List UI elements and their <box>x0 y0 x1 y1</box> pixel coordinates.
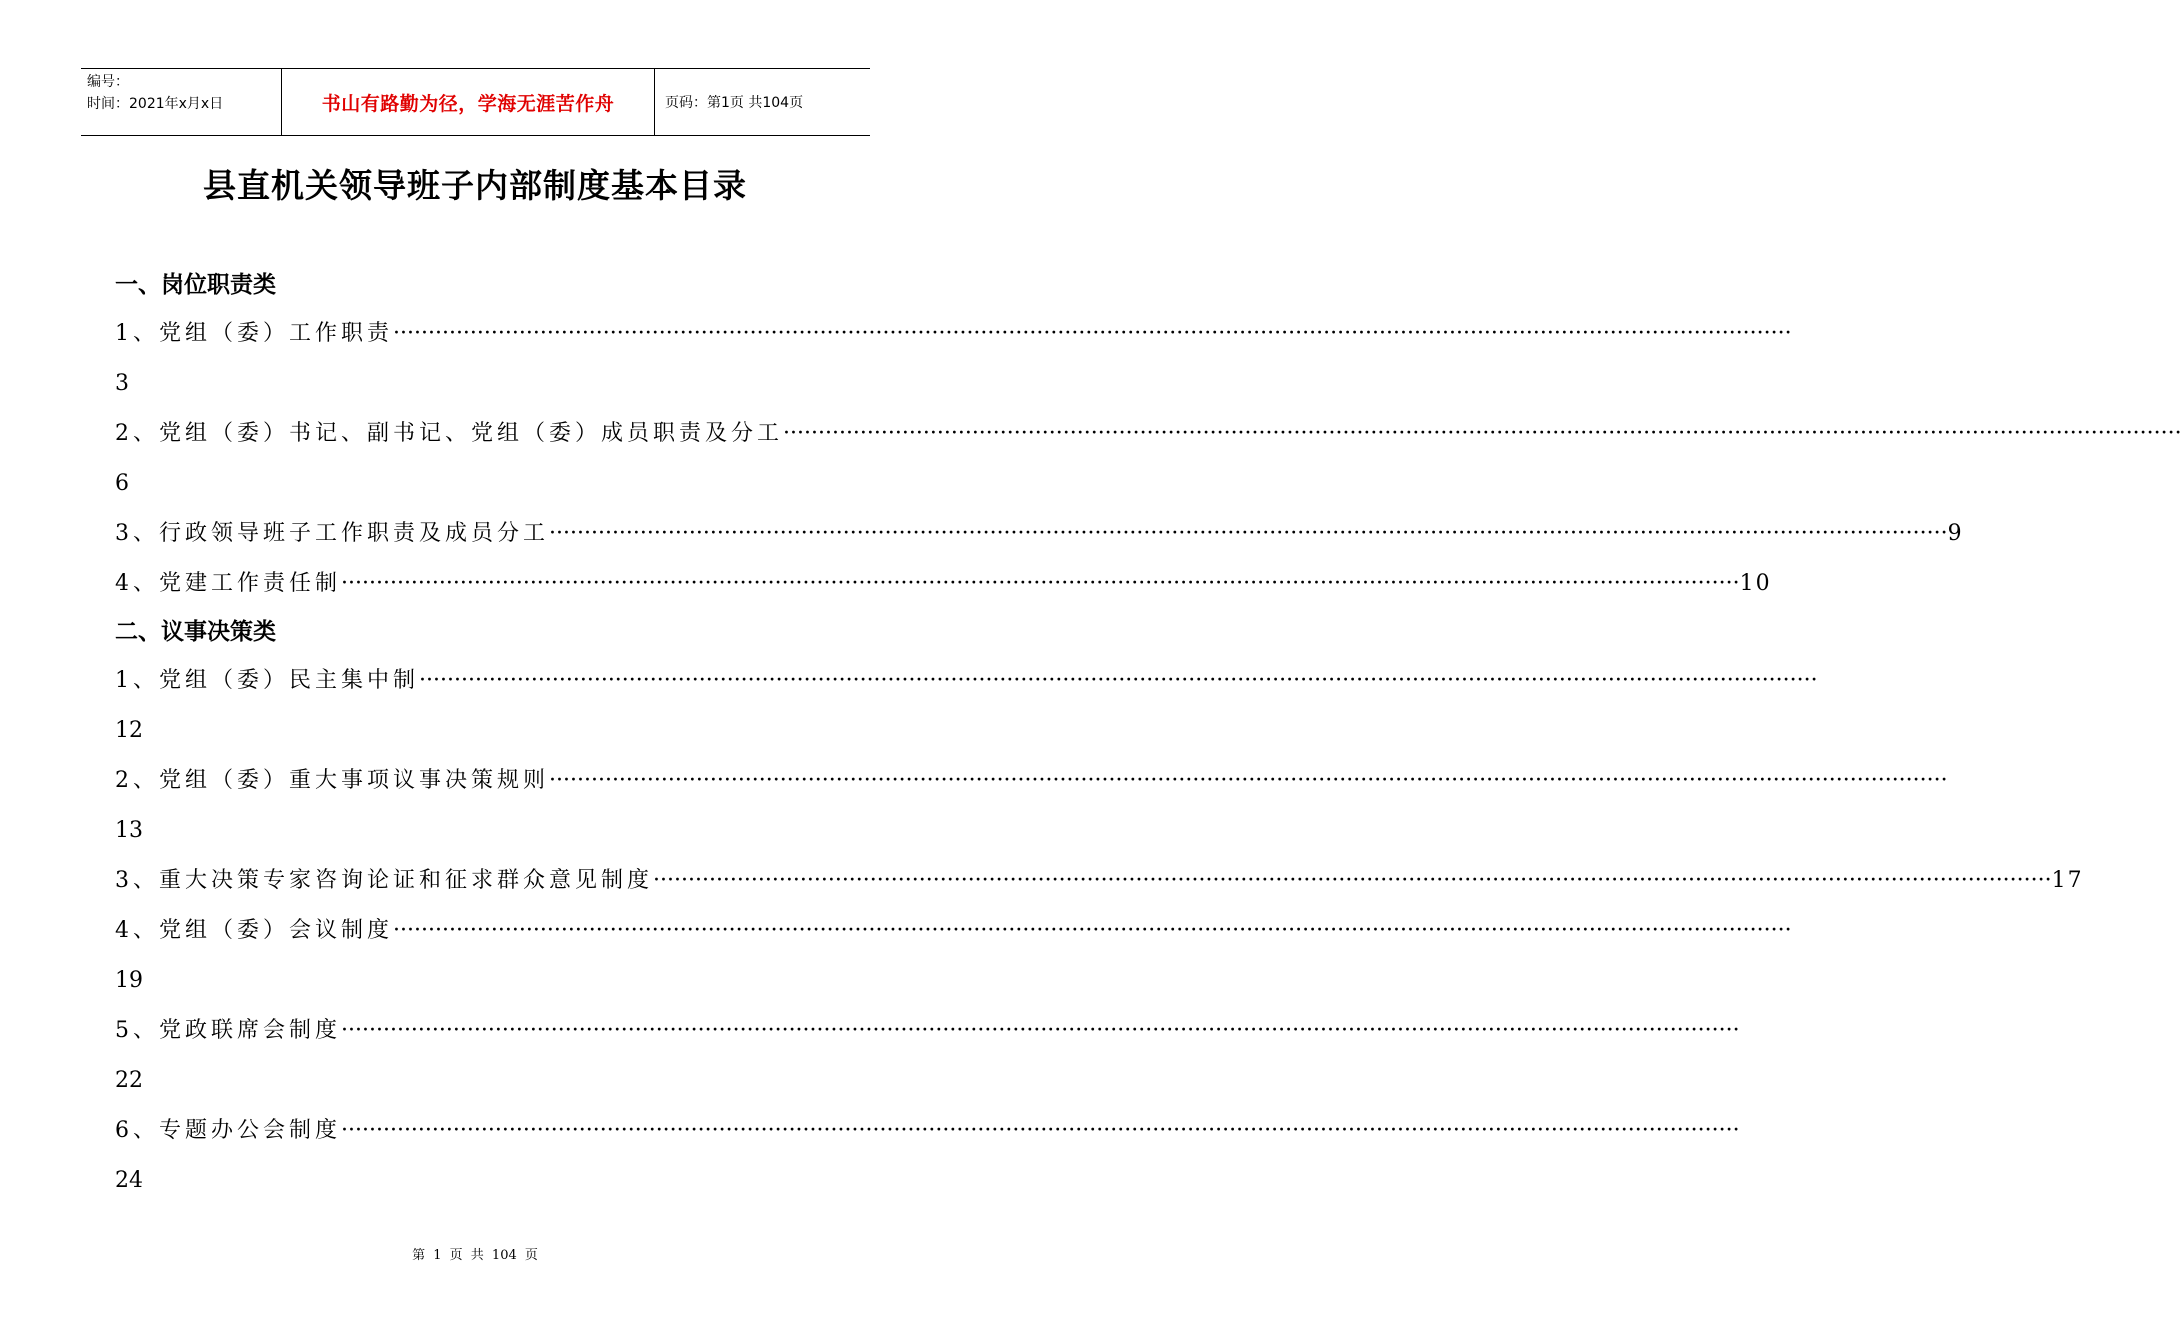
date-label: 时间：2021年x月x日 <box>87 96 224 112</box>
toc-entry[interactable] <box>115 1106 1740 1156</box>
toc-dot-leader: ········································································································································································································ <box>393 321 1792 346</box>
toc-dot-leader: ········································································································································································································ <box>419 668 1818 693</box>
toc-entry-label: 2、党组（委）重大事项议事决策规则 <box>115 768 549 793</box>
header-page-label: 页码：第1页 共104页 <box>665 95 804 111</box>
header-meta <box>81 69 281 135</box>
toc-page-number: 17 <box>2051 868 2084 893</box>
document-title: 县直机关领导班子内部制度基本目录 <box>203 166 747 205</box>
toc-dot-leader: ········································································································································································································ <box>341 1018 1740 1043</box>
toc-entry[interactable] <box>115 856 2084 906</box>
toc-page-number: 12 <box>115 718 143 743</box>
toc-entry[interactable] <box>115 756 1948 806</box>
toc-page-number: 13 <box>115 818 143 843</box>
page-footer: 第 1 页 共 104 页 <box>412 1248 538 1263</box>
toc-entry[interactable] <box>115 559 1772 609</box>
toc-entry[interactable] <box>115 509 1964 559</box>
toc-entry-label: 4、党建工作责任制 <box>115 571 341 596</box>
toc-dot-leader: ········································································································································································································ <box>393 918 1792 943</box>
toc-dot-leader: ········································································································································································································ <box>341 1118 1740 1143</box>
toc-entry-label: 1、党组（委）民主集中制 <box>115 668 419 693</box>
toc-page-number: 19 <box>115 968 143 993</box>
header-motto: 书山有路勤为径，学海无涯苦作舟 <box>281 69 655 135</box>
toc-dot-leader: ········································································································································································································ <box>341 571 1740 596</box>
toc-entry-label: 1、党组（委）工作职责 <box>115 321 393 346</box>
toc-entry[interactable] <box>115 1006 1740 1056</box>
toc-entry-label: 6、专题办公会制度 <box>115 1118 341 1143</box>
toc-entry[interactable] <box>115 656 1818 706</box>
toc-page-number: 22 <box>115 1068 143 1093</box>
page-header <box>81 68 870 136</box>
toc-page-number: 9 <box>1947 521 1964 546</box>
toc-section-heading: 一、岗位职责类 <box>115 272 276 298</box>
toc-entry[interactable] <box>115 309 1792 359</box>
toc-page-number: 24 <box>115 1168 143 1193</box>
toc-entry-label: 2、党组（委）书记、副书记、党组（委）成员职责及分工 <box>115 421 783 446</box>
toc-page-number: 3 <box>115 371 129 396</box>
toc-dot-leader: ········································································································································································································ <box>653 868 2052 893</box>
toc-entry[interactable] <box>115 409 2182 459</box>
code-label: 编号： <box>87 74 129 90</box>
toc-entry-label: 3、行政领导班子工作职责及成员分工 <box>115 521 549 546</box>
toc-page-number: 6 <box>115 471 129 496</box>
toc-entry-label: 5、党政联席会制度 <box>115 1018 341 1043</box>
toc-entry-label: 4、党组（委）会议制度 <box>115 918 393 943</box>
toc-section-heading: 二、议事决策类 <box>115 619 276 645</box>
table-of-contents <box>115 262 2182 1206</box>
toc-page-number: 10 <box>1739 571 1772 596</box>
toc-dot-leader: ········································································································································································································ <box>783 421 2182 446</box>
toc-entry[interactable] <box>115 906 1792 956</box>
toc-entry-label: 3、重大决策专家咨询论证和征求群众意见制度 <box>115 868 653 893</box>
toc-dot-leader: ········································································································································································································ <box>549 521 1948 546</box>
toc-dot-leader: ········································································································································································································ <box>549 768 1948 793</box>
